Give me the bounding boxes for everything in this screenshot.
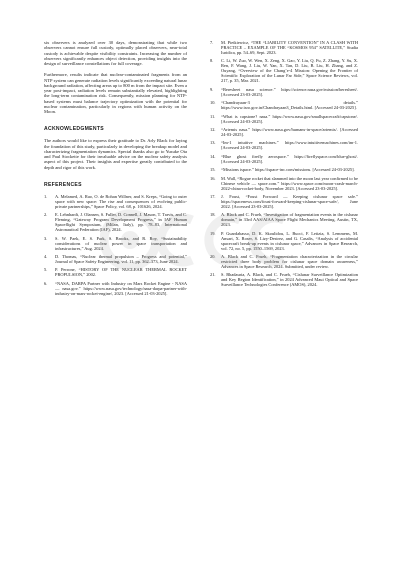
- reference-number: 19.: [210, 230, 216, 236]
- reference-list: [44, 194, 187, 296]
- reference-item: [210, 254, 358, 269]
- acknowledgments-heading: ACKNOWLEDGMENTS: [44, 126, 104, 133]
- reference-text: “Blue ghost firefly aerospace.” https://fireflyspace.com/blue-ghost/. [Accessed 24-03-2025].: [221, 153, 358, 164]
- reference-number: 6.: [44, 280, 48, 286]
- reference-text: “NASA, DARPA Partner with Industry on Mars Rocket Engine - NASA — nasa.gov.” https://www.nasa.gov/technology/nasa-darpa-partner-with-industry-on-mars-rocket-engine/, 2023. [Accessed 21-03-2025].: [55, 280, 187, 296]
- reference-text: “Artemis nasa.” https://www.nasa.gov/humans-in-space/artemis/. [Accessed 24-03-2025].: [221, 126, 358, 137]
- reference-item: [210, 40, 358, 55]
- reference-number: 21.: [210, 272, 216, 278]
- reference-text: S. Bhadauria, A. Black, and C. Frueh, “Cislunar Surveillance Optimization and Key Region Identification,” in 2024 Advanced Maui Optical and Space Surveillance Technologies Conference (AMOS), 2024.: [221, 272, 358, 288]
- reference-item: [210, 176, 358, 191]
- reference-number: 12.: [210, 126, 216, 132]
- reference-text: “Beresheet nasa science.” https://science.nasa.gov/mission/beresheet/. [Accessed 23-03-2025].: [221, 86, 358, 97]
- acknowledgments-text: The authors would like to express their gratitude to Dr. Arly Black for laying the foundation of this study, particularly in developing the breakup model and characterizing fragmentation dynamics. Special thanks also go to Yusuke Ota and Paul Stockette for their invaluable advice on the nuclear safety analysis aspect of this project. Their insights and expertise greatly contributed to the depth and rigor of this work.: [44, 138, 187, 170]
- reference-item: [44, 212, 187, 232]
- reference-item: [210, 114, 358, 124]
- reference-item: [44, 236, 187, 251]
- reference-text: D. Thomas, “Nuclear thermal propulsion – Progress and potential,” Journal of Space Safety Engineering, vol. 11, pp. 362–373, June 2024.: [55, 253, 187, 264]
- reference-number: 9.: [210, 86, 214, 92]
- reference-item: [44, 267, 187, 277]
- reference-text: “Missions ispace.” https://ispace-inc.com/missions. [Accessed 24-03-2025].: [221, 167, 355, 173]
- reference-item: [210, 140, 358, 150]
- reference-number: 14.: [210, 153, 216, 159]
- reference-text: M. Wall, “Rogue rocket that slammed into the moon last year confirmed to be Chinese vehicle — space.com.” https://www.space.com/moon-crash-march-2022-china-rocket-body, November 2023. [Accessed 23-03-2025].: [221, 175, 358, 191]
- reference-text: “Im-1 intuitive machines.” https://www.intuitivemachines.com/im-1. [Accessed 24-03-2025].: [221, 140, 358, 151]
- reference-item: [210, 212, 358, 227]
- reference-number: 17.: [210, 193, 216, 199]
- reference-item: [210, 127, 358, 137]
- reference-text: S. W. Paek, E. S. Park, S. Brooks, and R. Roy, “Sustainability considerations of nuclear power in space transportation and infrastructures,” Aug. 2024.: [55, 235, 187, 251]
- reference-item: [44, 194, 187, 209]
- body-paragraph: six observers is analyzed over 30 days, demonstrating that while two observers cannot ensure full custody, optimally placed observers, near-total custody is achievable despite visibility constraints. Increasing the number of observers significantly enhances object detection, providing insights into the design of surveillance constellations for full coverage.: [44, 40, 187, 66]
- reference-text: M. Pietkiewicz, “THE “LIABILITY CONVENTION” IN A CLASH WITH PRACTICE – EXAMPLE OF THE “KOSMOS 954” SATELLITE,” Studia Iuridica, pp. 54–69, Sept. 2023.: [221, 40, 358, 55]
- reference-text: J. Foust, “Foust Forward — Keeping cislunar space safe.” https://spacenews.com/foust-forward-keeping-cislunar-space-safe/, June 2022. [Accessed 23-03-2025].: [221, 193, 358, 209]
- reference-item: [210, 87, 358, 97]
- reference-number: 7.: [210, 40, 214, 45]
- reference-text: A. Black and C. Frueh, “Fragmentation characterization in the circular restricted three body problem for cislunar space domain awareness,” Advances in Space Research, 2024. Submitted, under review.: [221, 254, 358, 270]
- reference-item: [210, 167, 358, 172]
- body-paragraph: Furthermore, results indicate that nuclear-contaminated fragments from an NTP system can generate radiation levels significantly exceeding natural lunar background radiation, affecting areas up to 800 m from the impact site. Even a year post-impact, radiation levels remain substantially elevated, highlighting the long-term contamination risk. Consequently, mission planning for NTP-based systems must balance trajectory optimization with the potential for nuclear contamination, particularly in regions with human activity on the Moon.: [44, 72, 187, 114]
- reference-number: 1.: [44, 193, 48, 199]
- reference-item: [210, 231, 358, 251]
- reference-text: “Chandrayaan-3 details.” https://www.isro.gov.in/Chandrayaan3_Details.html. [Accessed 24-03-2025].: [221, 100, 358, 111]
- reference-number: 5.: [44, 267, 48, 273]
- reference-number: 16.: [210, 175, 216, 181]
- reference-number: 10.: [210, 100, 216, 106]
- reference-number: 15.: [210, 167, 216, 173]
- reference-text: P. Guardabasso, D. K. Skoulidou, L. Bucci, F. Letizia, S. Lemmens, M. Ansart, X. Roser, S. Lizy-Destrez, and G. Casalis, “Analysis of accidental spacecraft break-up events in cislunar space,” Advances in Space Research, vol. 72, no. 5, pp. 1550–1569, 2023.: [221, 230, 358, 251]
- right-column: [210, 40, 358, 291]
- left-column: [44, 40, 187, 299]
- reference-number: 13.: [210, 140, 216, 146]
- references-heading: REFERENCES: [44, 181, 82, 188]
- reference-item: [210, 272, 358, 287]
- reference-number: 4.: [44, 253, 48, 259]
- reference-item: [210, 100, 358, 110]
- reference-text: A. Black and C. Frueh, “Investigation of fragmentation events in the cislunar domain,” in 33rd AAS/AIAA Space Flight Mechanics Meeting, Austin, TX, 2023.: [221, 212, 358, 228]
- reference-text: A. Melamed, A. Rao, O. de Rohan Willner, and S. Kreps, “Going to outer space with new space: The rise and consequences of evolving public-private partnerships,” Space Policy, vol. 68, p. 101626, 2024.: [55, 193, 187, 209]
- reference-item: [44, 281, 187, 296]
- reference-text: “What is capstone? nasa.” https://www.nasa.gov/smallspacecraft/capstone/. [Accessed 24-03-2025].: [221, 113, 358, 124]
- reference-item: [210, 194, 358, 209]
- reference-number: 2.: [44, 212, 48, 218]
- reference-item: [210, 58, 358, 83]
- reference-text: C. Li, W. Zuo, W. Wen, X. Zeng, X. Gao, Y. Liu, Q. Fu, Z. Zhang, Y. Su, X. Ren, F. Wang, J. Liu, W. Yan, X. Tan, D. Liu, B. Liu, H. Zhang, and Z. Ouyang, “Overview of the Chang’e-4 Mission: Opening the Frontier of Scientific Exploration of the Lunar Far Side,” Space Science Reviews, vol. 217, p. 35, Mar. 2021.: [221, 58, 358, 84]
- reference-number: 3.: [44, 235, 48, 241]
- reference-number: 20.: [210, 254, 216, 260]
- reference-text: E. Lehnhardt, J. Olansen, S. Fuller, D. Connell, J. Mason, T. Travis, and C. Fleming, “Gateway Program Development Progress,” in IAF Human Spaceflight Symposium, (Milan, Italy), pp. 78–83, International Astronautical Federation (IAF), 2024.: [55, 212, 187, 233]
- reference-text: P. Perrone, “HISTORY OF THE NUCLEAR THERMAL ROCKET PROPULSION,” 2002.: [55, 267, 187, 278]
- reference-number: 18.: [210, 212, 216, 218]
- reference-list: [210, 40, 358, 287]
- reference-number: 11.: [210, 113, 216, 119]
- reference-number: 8.: [210, 58, 214, 64]
- reference-item: [210, 154, 358, 164]
- reference-item: [44, 254, 187, 264]
